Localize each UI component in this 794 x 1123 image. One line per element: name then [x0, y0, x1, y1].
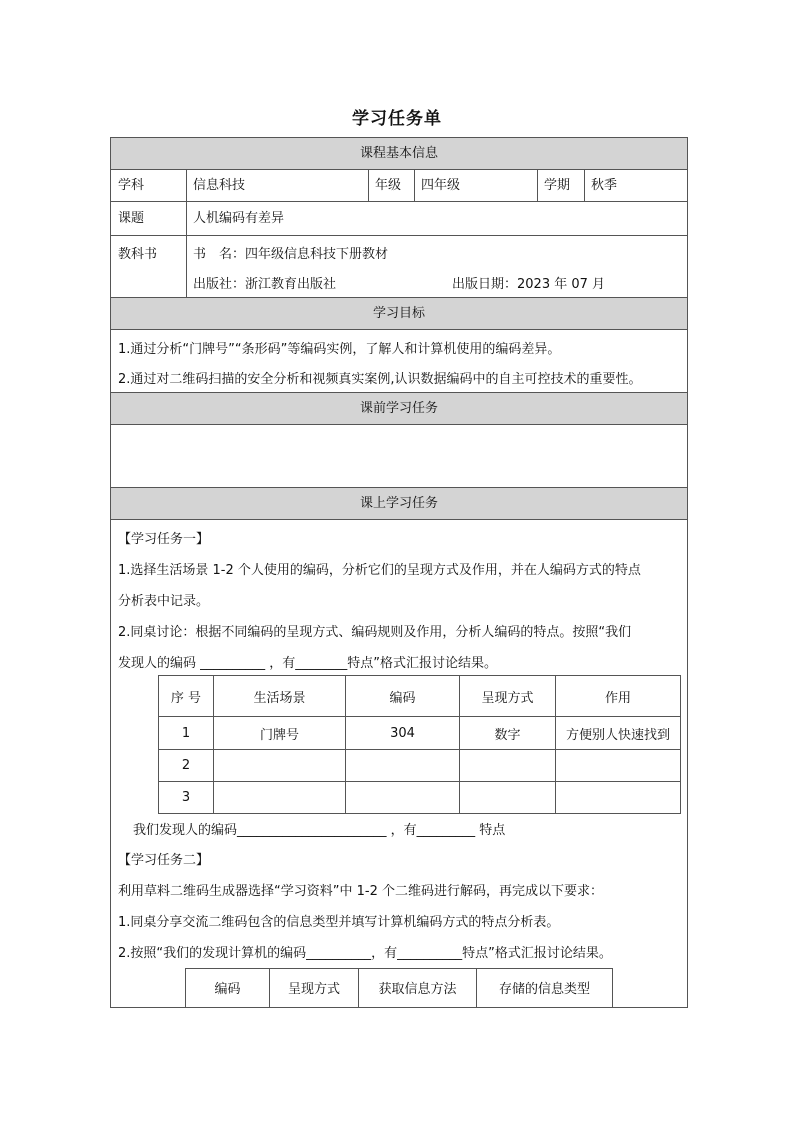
header-cell: 编码 [346, 676, 460, 717]
table-cell: 3 [159, 782, 214, 814]
topic-label: 课题 [118, 211, 145, 226]
section-header-in-class: 课上学习任务 [111, 488, 687, 520]
task2-line-3: 2.按照“我们的发现计算机的编码__________，有__________特点”格式汇报讨论结果。 [118, 946, 612, 961]
table-header-row [186, 969, 613, 1007]
table-cell [346, 750, 460, 782]
table-cell [460, 782, 556, 814]
textbook-label: 教科书 [118, 247, 158, 262]
row-subject [111, 170, 687, 202]
task1-conclusion: 我们发现人的编码_______________________ ，有_________ 特点 [133, 823, 506, 838]
table-cell: 2 [159, 750, 214, 782]
table-cell [460, 750, 556, 782]
table-cell [346, 782, 460, 814]
header-cell: 呈现方式 [460, 676, 556, 717]
computer-code-analysis-table [185, 968, 613, 1007]
pre-class-content [111, 425, 687, 488]
grade-value: 四年级 [414, 170, 537, 201]
publish-date: 出版日期：2023 年 07 月 [452, 277, 606, 292]
book-name: 书 名：四年级信息科技下册教材 [193, 247, 389, 262]
task1-title: 【学习任务一】 [118, 532, 210, 547]
table-cell [214, 750, 346, 782]
document-title: 学习任务单 [352, 109, 442, 129]
table-row [159, 717, 681, 750]
table-cell: 门牌号 [214, 717, 346, 750]
task2-line-1: 利用草料二维码生成器选择“学习资料”中 1-2 个二维码进行解码，再完成以下要求： [118, 884, 603, 899]
table-cell: 304 [346, 717, 460, 750]
subject-value: 信息科技 [186, 170, 368, 201]
section-header-goals: 学习目标 [111, 298, 687, 330]
goal-item-2: 2.通过对二维码扫描的安全分析和视频真实案例,认识数据编码中的自主可控技术的重要性。 [118, 372, 642, 387]
term-label: 学期 [537, 170, 584, 201]
in-class-content [111, 520, 687, 1007]
task1-line-1: 1.选择生活场景 1-2 个人使用的编码，分析它们的呈现方式及作用，并在人编码方式的特点 [118, 563, 641, 578]
grade-label: 年级 [368, 170, 414, 201]
row-topic [111, 202, 687, 236]
table-cell: 数字 [460, 717, 556, 750]
goals-content [111, 330, 687, 393]
table-cell [556, 750, 681, 782]
header-cell: 生活场景 [214, 676, 346, 717]
table-cell [214, 782, 346, 814]
term-value: 秋季 [584, 170, 687, 201]
goal-item-1: 1.通过分析“门牌号”“条形码”等编码实例，了解人和计算机使用的编码差异。 [118, 342, 561, 357]
textbook-details [186, 236, 687, 297]
subject-label: 学科 [118, 178, 145, 193]
topic-value: 人机编码有差异 [186, 202, 687, 235]
table-cell: 方便别人快速找到 [556, 717, 681, 750]
task1-line-2: 分析表中记录。 [118, 594, 210, 609]
header-cell: 序 号 [159, 676, 214, 717]
table-row [159, 782, 681, 814]
section-header-basic-info: 课程基本信息 [111, 138, 687, 170]
table-row [159, 750, 681, 782]
task1-line-4: 发现人的编码 __________ ，有________特点”格式汇报讨论结果。 [118, 656, 497, 671]
header-cell: 获取信息方法 [359, 969, 477, 1007]
task2-title: 【学习任务二】 [118, 853, 210, 868]
header-cell: 呈现方式 [270, 969, 359, 1007]
header-cell: 存储的信息类型 [477, 969, 613, 1007]
header-cell: 编码 [186, 969, 270, 1007]
header-cell: 作用 [556, 676, 681, 717]
task1-line-3: 2.同桌讨论：根据不同编码的呈现方式、编码规则及作用，分析人编码的特点。按照“我们 [118, 625, 632, 640]
publisher: 出版社：浙江教育出版社 [193, 277, 337, 292]
task-sheet-table [110, 137, 688, 1008]
table-header-row [159, 676, 681, 717]
row-textbook [111, 236, 687, 298]
table-cell: 1 [159, 717, 214, 750]
task2-line-2: 1.同桌分享交流二维码包含的信息类型并填写计算机编码方式的特点分析表。 [118, 915, 560, 930]
table-cell [556, 782, 681, 814]
section-header-pre-class: 课前学习任务 [111, 393, 687, 425]
human-code-analysis-table [158, 675, 681, 814]
